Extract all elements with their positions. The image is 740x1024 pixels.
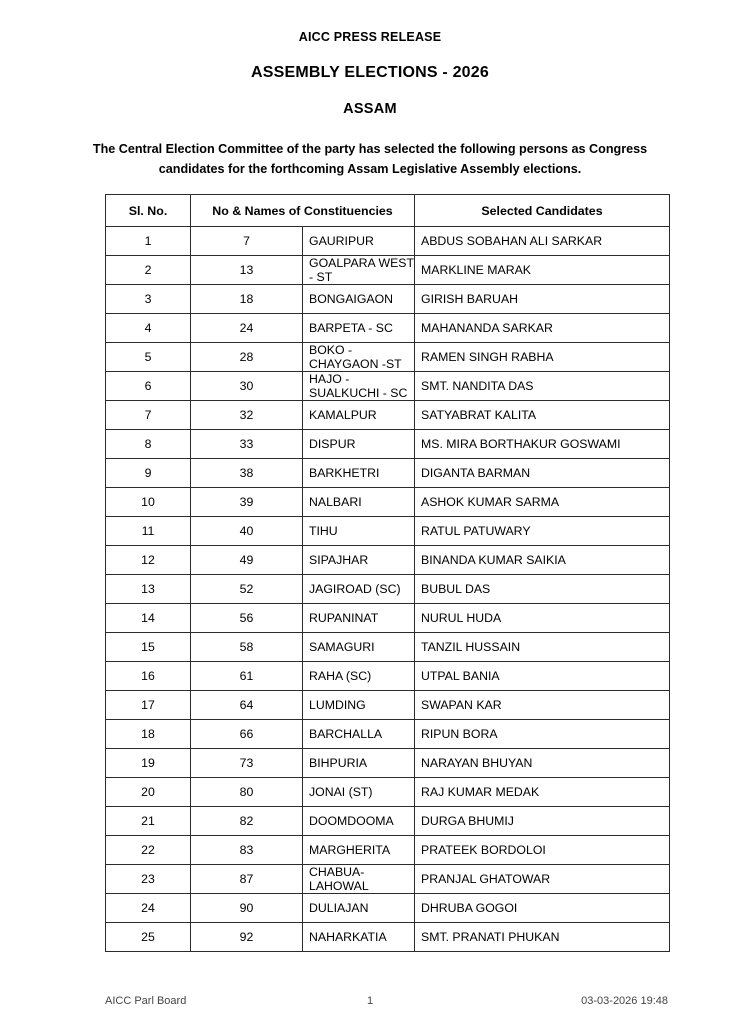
cell-candidate-name: MAHANANDA SARKAR	[415, 314, 670, 343]
cell-sl-no: 21	[106, 807, 191, 836]
cell-constituency-name: BARPETA - SC	[303, 314, 415, 343]
cell-sl-no: 5	[106, 343, 191, 372]
table-row	[106, 285, 670, 314]
table-row	[106, 227, 670, 256]
cell-constituency-no: 13	[191, 256, 303, 285]
cell-sl-no: 8	[106, 430, 191, 459]
cell-constituency-no: 80	[191, 778, 303, 807]
table-row	[106, 575, 670, 604]
cell-constituency-name: NAHARKATIA	[303, 923, 415, 952]
cell-candidate-name: SATYABRAT KALITA	[415, 401, 670, 430]
table-row	[106, 430, 670, 459]
table-row	[106, 488, 670, 517]
table-header-row	[106, 195, 670, 227]
table-row	[106, 256, 670, 285]
cell-constituency-no: 66	[191, 720, 303, 749]
cell-constituency-name: DISPUR	[303, 430, 415, 459]
cell-constituency-name: JONAI (ST)	[303, 778, 415, 807]
cell-constituency-name: CHABUA-LAHOWAL	[303, 865, 415, 894]
cell-candidate-name: RAJ KUMAR MEDAK	[415, 778, 670, 807]
cell-constituency-no: 28	[191, 343, 303, 372]
cell-constituency-name: GOALPARA WEST - ST	[303, 256, 415, 285]
cell-candidate-name: NARAYAN BHUYAN	[415, 749, 670, 778]
cell-sl-no: 23	[106, 865, 191, 894]
cell-constituency-name: KAMALPUR	[303, 401, 415, 430]
column-header-constituencies: No & Names of Constituencies	[191, 195, 415, 227]
cell-constituency-no: 58	[191, 633, 303, 662]
cell-constituency-name: SAMAGURI	[303, 633, 415, 662]
cell-sl-no: 1	[106, 227, 191, 256]
cell-constituency-no: 39	[191, 488, 303, 517]
cell-sl-no: 25	[106, 923, 191, 952]
cell-constituency-no: 87	[191, 865, 303, 894]
cell-constituency-name: LUMDING	[303, 691, 415, 720]
cell-sl-no: 15	[106, 633, 191, 662]
cell-sl-no: 7	[106, 401, 191, 430]
cell-constituency-name: NALBARI	[303, 488, 415, 517]
cell-sl-no: 16	[106, 662, 191, 691]
cell-constituency-no: 40	[191, 517, 303, 546]
cell-sl-no: 6	[106, 372, 191, 401]
cell-candidate-name: BINANDA KUMAR SAIKIA	[415, 546, 670, 575]
footer-source-label: AICC Parl Board	[105, 995, 187, 1007]
table-row	[106, 720, 670, 749]
cell-candidate-name: RAMEN SINGH RABHA	[415, 343, 670, 372]
cell-constituency-no: 56	[191, 604, 303, 633]
cell-constituency-name: MARGHERITA	[303, 836, 415, 865]
cell-constituency-name: GAURIPUR	[303, 227, 415, 256]
table-row	[106, 865, 670, 894]
cell-constituency-name: DULIAJAN	[303, 894, 415, 923]
cell-constituency-no: 52	[191, 575, 303, 604]
cell-sl-no: 13	[106, 575, 191, 604]
cell-constituency-no: 82	[191, 807, 303, 836]
column-header-candidates: Selected Candidates	[415, 195, 670, 227]
cell-candidate-name: SMT. PRANATI PHUKAN	[415, 923, 670, 952]
cell-candidate-name: TANZIL HUSSAIN	[415, 633, 670, 662]
cell-constituency-no: 83	[191, 836, 303, 865]
cell-constituency-name: DOOMDOOMA	[303, 807, 415, 836]
cell-candidate-name: DURGA BHUMIJ	[415, 807, 670, 836]
cell-candidate-name: RIPUN BORA	[415, 720, 670, 749]
table-row	[106, 314, 670, 343]
cell-sl-no: 12	[106, 546, 191, 575]
cell-candidate-name: ABDUS SOBAHAN ALI SARKAR	[415, 227, 670, 256]
table-row	[106, 691, 670, 720]
cell-candidate-name: ASHOK KUMAR SARMA	[415, 488, 670, 517]
cell-constituency-no: 18	[191, 285, 303, 314]
cell-constituency-no: 90	[191, 894, 303, 923]
table-row	[106, 401, 670, 430]
table-row	[106, 923, 670, 952]
table-row	[106, 459, 670, 488]
cell-constituency-name: HAJO - SUALKUCHI - SC	[303, 372, 415, 401]
cell-sl-no: 18	[106, 720, 191, 749]
cell-constituency-no: 49	[191, 546, 303, 575]
cell-candidate-name: PRANJAL GHATOWAR	[415, 865, 670, 894]
cell-constituency-name: RUPANINAT	[303, 604, 415, 633]
cell-candidate-name: BUBUL DAS	[415, 575, 670, 604]
cell-constituency-name: TIHU	[303, 517, 415, 546]
cell-constituency-no: 61	[191, 662, 303, 691]
cell-candidate-name: MS. MIRA BORTHAKUR GOSWAMI	[415, 430, 670, 459]
cell-sl-no: 20	[106, 778, 191, 807]
cell-candidate-name: DIGANTA BARMAN	[415, 459, 670, 488]
cell-sl-no: 22	[106, 836, 191, 865]
table-row	[106, 836, 670, 865]
cell-constituency-name: SIPAJHAR	[303, 546, 415, 575]
table-row	[106, 807, 670, 836]
cell-constituency-name: BONGAIGAON	[303, 285, 415, 314]
page-title: ASSEMBLY ELECTIONS - 2026	[251, 64, 489, 81]
cell-sl-no: 11	[106, 517, 191, 546]
table-row	[106, 894, 670, 923]
table-row	[106, 372, 670, 401]
table-head	[106, 195, 670, 227]
cell-sl-no: 10	[106, 488, 191, 517]
cell-constituency-name: BOKO - CHAYGAON -ST	[303, 343, 415, 372]
press-release-label: AICC PRESS RELEASE	[298, 30, 442, 44]
cell-constituency-name: BARKHETRI	[303, 459, 415, 488]
cell-candidate-name: SWAPAN KAR	[415, 691, 670, 720]
cell-candidate-name: GIRISH BARUAH	[415, 285, 670, 314]
cell-constituency-name: BARCHALLA	[303, 720, 415, 749]
table-row	[106, 546, 670, 575]
table-row	[106, 662, 670, 691]
cell-candidate-name: NURUL HUDA	[415, 604, 670, 633]
cell-candidate-name: MARKLINE MARAK	[415, 256, 670, 285]
cell-candidate-name: UTPAL BANIA	[415, 662, 670, 691]
cell-sl-no: 14	[106, 604, 191, 633]
cell-sl-no: 4	[106, 314, 191, 343]
cell-constituency-no: 24	[191, 314, 303, 343]
table-row	[106, 604, 670, 633]
footer-page-number: 1	[366, 995, 374, 1007]
cell-candidate-name: DHRUBA GOGOI	[415, 894, 670, 923]
cell-constituency-name: RAHA (SC)	[303, 662, 415, 691]
cell-sl-no: 2	[106, 256, 191, 285]
table-row	[106, 633, 670, 662]
cell-sl-no: 17	[106, 691, 191, 720]
cell-candidate-name: PRATEEK BORDOLOI	[415, 836, 670, 865]
cell-constituency-name: BIHPURIA	[303, 749, 415, 778]
cell-constituency-no: 7	[191, 227, 303, 256]
cell-constituency-name: JAGIROAD (SC)	[303, 575, 415, 604]
cell-constituency-no: 38	[191, 459, 303, 488]
cell-sl-no: 9	[106, 459, 191, 488]
cell-constituency-no: 30	[191, 372, 303, 401]
page-footer	[0, 995, 740, 1015]
table-row	[106, 517, 670, 546]
cell-constituency-no: 32	[191, 401, 303, 430]
table-row	[106, 778, 670, 807]
intro-paragraph: The Central Election Committee of the party has selected the following persons as Congress candidates for the forthcoming Assam Legislative Assembly elections.	[92, 142, 648, 176]
cell-constituency-no: 73	[191, 749, 303, 778]
column-header-sl-no: Sl. No.	[106, 195, 191, 227]
cell-sl-no: 24	[106, 894, 191, 923]
table-row	[106, 749, 670, 778]
cell-sl-no: 19	[106, 749, 191, 778]
cell-sl-no: 3	[106, 285, 191, 314]
state-subtitle: ASSAM	[343, 101, 397, 117]
cell-candidate-name: RATUL PATUWARY	[415, 517, 670, 546]
table-body	[106, 227, 670, 952]
table-row	[106, 343, 670, 372]
candidates-table-wrapper	[105, 194, 670, 952]
cell-candidate-name: SMT. NANDITA DAS	[415, 372, 670, 401]
footer-timestamp: 03-03-2026 19:48	[581, 995, 668, 1007]
cell-constituency-no: 64	[191, 691, 303, 720]
cell-constituency-no: 92	[191, 923, 303, 952]
cell-constituency-no: 33	[191, 430, 303, 459]
candidates-table	[105, 194, 670, 952]
